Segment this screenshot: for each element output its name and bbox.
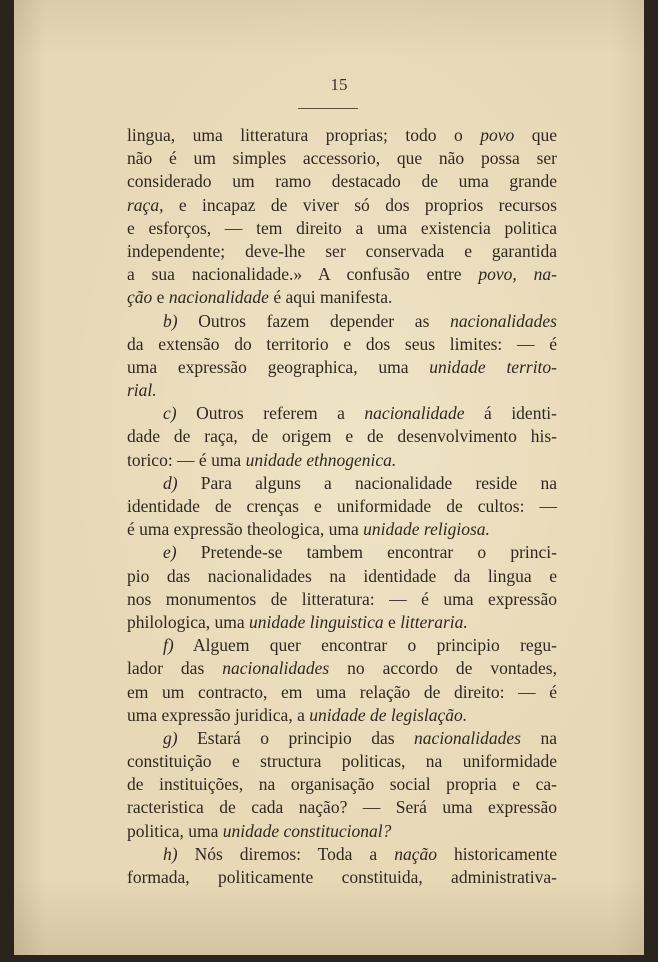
- italic-text: g): [163, 727, 178, 748]
- text-line: [127, 495, 557, 518]
- text-segment: torico: — é uma: [127, 449, 246, 470]
- text-segment: uma expressão juridica, a: [127, 704, 310, 725]
- text-line: [127, 565, 557, 588]
- text-segment: da extensão do territorio e dos seus limites: — é: [127, 333, 557, 354]
- text-line: [127, 217, 557, 240]
- italic-text: raça,: [127, 194, 164, 215]
- text-line: [127, 379, 557, 402]
- text-line: [127, 240, 557, 263]
- italic-text: c): [163, 403, 177, 424]
- italic-text: f): [163, 635, 174, 656]
- text-line: [127, 310, 557, 333]
- italic-text: povo, na-: [478, 264, 557, 285]
- text-line: [127, 657, 557, 680]
- text-segment: racteristica de cada nação? — Será uma expressão: [127, 797, 557, 818]
- text-line: [127, 820, 557, 843]
- italic-text: unidade de legislação.: [309, 704, 468, 725]
- text-line: [127, 843, 557, 866]
- italic-text: nacionalidades: [414, 727, 521, 748]
- text-segment: a sua nacionalidade.» A confusão entre: [127, 264, 479, 285]
- italic-text: ção: [127, 287, 153, 308]
- italic-text: nacionalidade: [364, 403, 465, 424]
- text-line: [127, 333, 557, 356]
- text-line: [127, 449, 557, 472]
- body-text: [127, 124, 557, 889]
- italic-text: b): [163, 310, 178, 331]
- page-number: 15: [330, 75, 348, 94]
- text-segment: uma expressão geographica, uma: [127, 356, 430, 377]
- text-line: [127, 773, 557, 796]
- text-segment: á identi-: [464, 403, 557, 424]
- text-segment: Alguem quer encontrar o principio regu-: [173, 635, 557, 656]
- text-segment: Nós diremos: Toda a: [177, 843, 395, 864]
- italic-text: unidade religiosa.: [363, 519, 490, 540]
- italic-text: povo: [480, 125, 515, 145]
- book-page: [14, 0, 644, 955]
- text-line: [127, 704, 557, 727]
- text-segment: formada, politicamente constituida, administrativa-: [127, 867, 557, 887]
- text-line: [127, 727, 557, 750]
- italic-text: litteraria.: [400, 611, 468, 632]
- text-segment: em um contracto, em uma relação de direito: — é: [127, 681, 557, 702]
- text-line: [127, 402, 557, 425]
- text-segment: Estará o principio das: [177, 727, 415, 748]
- italic-text: unidade ethnogenica.: [245, 449, 397, 470]
- header-rule: [298, 108, 358, 109]
- text-segment: que: [514, 125, 557, 145]
- text-segment: dade de raça, de origem e de desenvolvimento his-: [127, 426, 557, 447]
- text-segment: lador das: [127, 658, 223, 679]
- italic-text: rial.: [127, 380, 157, 401]
- text-segment: Pretende-se tambem encontrar o princi-: [176, 542, 557, 563]
- text-line: [127, 611, 557, 634]
- text-line: [127, 796, 557, 819]
- italic-text: unidade territo-: [429, 356, 557, 377]
- text-line: [127, 750, 557, 773]
- text-segment: na: [520, 727, 557, 748]
- text-line: [127, 472, 557, 495]
- text-line: [127, 541, 557, 564]
- italic-text: nacionalidade: [168, 287, 269, 308]
- text-segment: politica, uma: [127, 820, 223, 841]
- text-line: [127, 147, 557, 170]
- text-line: [127, 170, 557, 193]
- text-line: [127, 425, 557, 448]
- text-segment: considerado um ramo destacado de uma grande: [127, 171, 557, 192]
- text-segment: constituição e structura politicas, na uniformidade: [127, 751, 557, 772]
- text-segment: identidade de crenças e uniformidade de cultos: —: [127, 496, 557, 516]
- text-segment: e: [152, 287, 169, 308]
- text-line: [127, 356, 557, 379]
- text-line: [127, 286, 557, 309]
- text-line: [127, 634, 557, 657]
- text-line: [127, 681, 557, 704]
- text-segment: é aqui manifesta.: [268, 287, 393, 308]
- text-segment: Outros referem a: [176, 403, 365, 424]
- text-segment: pio das nacionalidades na identidade da lingua e: [127, 565, 557, 586]
- text-line: [127, 263, 557, 286]
- text-line: [127, 518, 557, 541]
- text-segment: Para alguns a nacionalidade reside na: [177, 472, 557, 493]
- italic-text: d): [163, 472, 178, 493]
- text-line: [127, 124, 557, 147]
- italic-text: nacionalidades: [222, 658, 330, 679]
- italic-text: nação: [394, 843, 437, 864]
- text-line: [127, 588, 557, 611]
- italic-text: h): [163, 843, 178, 864]
- text-line: [127, 194, 557, 217]
- text-segment: philologica, uma: [127, 611, 249, 632]
- italic-text: nacionalidades: [450, 310, 557, 331]
- text-segment: lingua, uma litteratura proprias; todo o: [127, 125, 481, 145]
- text-segment: independente; deve-lhe ser conservada e garantida: [127, 240, 557, 261]
- text-segment: historicamente: [436, 843, 557, 864]
- text-segment: e incapaz de viver só dos proprios recursos: [163, 194, 557, 215]
- text-line: [127, 866, 557, 889]
- text-segment: é uma expressão theologica, uma: [127, 519, 364, 540]
- text-segment: Outros fazem depender as: [177, 310, 451, 331]
- italic-text: unidade constitucional?: [222, 820, 392, 841]
- text-segment: no accordo de vontades,: [329, 658, 557, 679]
- text-segment: nos monumentos de litteratura: — é uma expressão: [127, 588, 557, 609]
- italic-text: unidade linguistica: [249, 611, 384, 632]
- italic-text: e): [163, 542, 177, 563]
- text-segment: e esforços, — tem direito a uma existencia politica: [127, 217, 557, 238]
- text-segment: de instituições, na organisação social propria e ca-: [127, 774, 557, 795]
- text-segment: e: [383, 611, 401, 632]
- text-segment: não é um simples accessorio, que não possa ser: [127, 148, 557, 169]
